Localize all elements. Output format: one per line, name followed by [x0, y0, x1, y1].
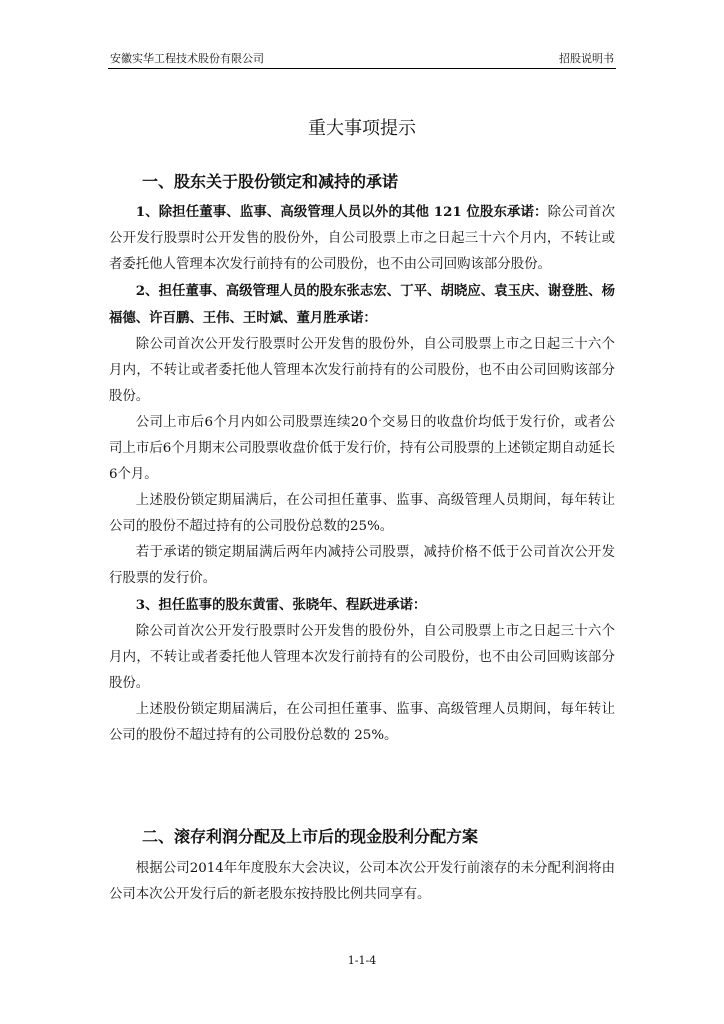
- item-3-label: 3、担任监事的股东黄雷、张晓年、程跃进承诺：: [135, 597, 427, 613]
- header-document-type: 招股说明书: [559, 52, 614, 65]
- paragraph-item-3-label: [109, 592, 615, 619]
- paragraph-item-3-lockup: 除公司首次公开发行股票时公开发售的股份外，自公司股票上市之日起三十六个月内，不转让或者委托他人管理本次发行前持有的公司股份，也不由公司回购该部分股份。: [109, 624, 615, 691]
- page-number: 1-1-4: [347, 954, 377, 967]
- paragraph-item-2-lockup: 除公司首次公开发行股票时公开发售的股份外，自公司股票上市之日起三十六个月内，不转让或者委托他人管理本次发行前持有的公司股份，也不由公司回购该部分股份。: [109, 337, 615, 404]
- paragraph-item-2-reduction-price: 若于承诺的锁定期届满后两年内减持公司股票，减持价格不低于公司首次公开发行股票的发行价。: [109, 545, 615, 586]
- page-header: [108, 49, 616, 69]
- section-body-profit-distribution: [109, 856, 615, 908]
- paragraph-item-2-extension: 公司上市后6个月内如公司股票连续20个交易日的收盘价均低于发行价，或者公司上市后6个月期末公司股票收盘价低于发行价，持有公司股票的上述锁定期自动延长6个月。: [109, 415, 615, 482]
- item-1-label: 1、除担任董事、监事、高级管理人员以外的其他 121 位股东承诺：: [135, 204, 548, 220]
- section-body-share-lockup: [109, 199, 615, 749]
- section-heading-share-lockup: 一、股东关于股份锁定和减持的承诺: [142, 172, 399, 191]
- paragraph-item-2-transfer-limit: 上述股份锁定期届满后，在公司担任董事、监事、高级管理人员期间，每年转让公司的股份不超过持有的公司股份总数的25%。: [109, 493, 615, 534]
- paragraph-item-2-label: [109, 278, 615, 332]
- header-company-name: 安徽实华工程技术股份有限公司: [110, 52, 264, 65]
- item-1-text: 除公司首次公开发行股票时公开发售的股份外，自公司股票上市之日起三十六个月内，不转让或者委托他人管理本次发行前持有的公司股份，也不由公司回购该部分股份。: [109, 205, 615, 272]
- paragraph-retained-profit: 根据公司2014年年度股东大会决议，公司本次公开发行前滚存的未分配利润将由公司本次公开发行后的新老股东按持股比例共同享有。: [109, 861, 615, 902]
- paragraph-item-3-transfer-limit: 上述股份锁定期届满后，在公司担任董事、监事、高级管理人员期间，每年转让公司的股份不超过持有的公司股份总数的 25%。: [109, 702, 615, 743]
- page-title: 重大事项提示: [308, 118, 416, 139]
- section-heading-profit-distribution: 二、滚存利润分配及上市后的现金股利分配方案: [142, 827, 479, 846]
- paragraph-item-1: [109, 199, 615, 278]
- item-2-label: 2、担任董事、高级管理人员的股东张志宏、丁平、胡晓应、袁玉庆、谢登胜、杨福德、许百鹏、王伟、王时斌、董月胜承诺：: [109, 283, 615, 326]
